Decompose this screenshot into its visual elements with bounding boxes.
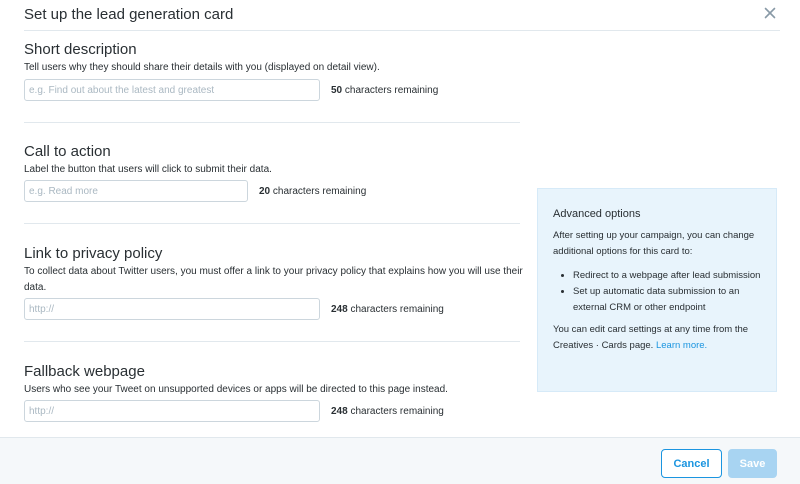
character-counter <box>259 186 366 197</box>
counter-number: 50 <box>331 84 343 96</box>
save-button[interactable]: Save <box>728 449 777 478</box>
section-divider <box>24 122 520 123</box>
character-counter <box>331 406 444 417</box>
list-item: • Redirect to a webpage after lead submission <box>573 268 761 284</box>
counter-label: characters remaining <box>350 303 444 315</box>
input-row <box>24 400 444 422</box>
section-short-description <box>24 41 524 111</box>
section-description: Users who see your Tweet on unsupported devices or apps will be directed to this page instead. <box>24 384 448 395</box>
short-description-input[interactable] <box>24 79 320 101</box>
counter-label: characters remaining <box>344 84 439 96</box>
section-divider <box>24 341 520 342</box>
advanced-options-list <box>553 268 761 316</box>
section-title: Call to action <box>24 143 111 160</box>
list-item: • Set up automatic data submission to an external CRM or other endpoint <box>573 284 761 316</box>
input-row <box>24 79 438 101</box>
character-counter <box>331 304 444 315</box>
section-fallback-webpage <box>24 363 524 433</box>
section-call-to-action <box>24 143 524 213</box>
counter-number: 248 <box>331 405 348 417</box>
privacy-policy-url-input[interactable] <box>24 298 320 320</box>
learn-more-link[interactable]: Learn more. <box>655 340 708 351</box>
advanced-options-panel <box>537 188 777 392</box>
section-title: Short description <box>24 41 137 58</box>
modal-header <box>0 0 800 30</box>
call-to-action-input[interactable] <box>24 180 248 202</box>
section-description: To collect data about Twitter users, you must offer a link to your privacy policy that explains how you will use their data. <box>24 266 523 293</box>
advanced-options-title: Advanced options <box>553 208 641 220</box>
counter-number: 248 <box>331 303 348 315</box>
input-row <box>24 298 444 320</box>
section-description: Label the button that users will click to submit their data. <box>24 164 272 175</box>
input-row <box>24 180 366 202</box>
counter-number: 20 <box>259 185 271 197</box>
section-title: Link to privacy policy <box>24 245 163 262</box>
close-icon <box>760 3 780 23</box>
section-title: Fallback webpage <box>24 363 145 380</box>
modal-title: Set up the lead generation card <box>24 6 234 23</box>
counter-label: characters remaining <box>272 185 367 197</box>
advanced-options-footer <box>553 322 761 354</box>
advanced-options-intro: After setting up your campaign, you can change additional options for this card to: <box>553 230 755 257</box>
section-description: Tell users why they should share their details with you (displayed on detail view). <box>24 62 380 73</box>
section-privacy-policy <box>24 245 524 325</box>
cancel-button[interactable]: Cancel <box>661 449 722 478</box>
counter-label: characters remaining <box>350 405 444 417</box>
fallback-webpage-url-input[interactable] <box>24 400 320 422</box>
close-button[interactable] <box>760 3 780 23</box>
modal-footer <box>0 437 800 484</box>
header-divider <box>24 30 780 31</box>
character-counter <box>331 85 438 96</box>
advanced-options-footer-text: You can edit card settings at any time from the Creatives · Cards page. <box>553 324 749 351</box>
section-divider <box>24 223 520 224</box>
